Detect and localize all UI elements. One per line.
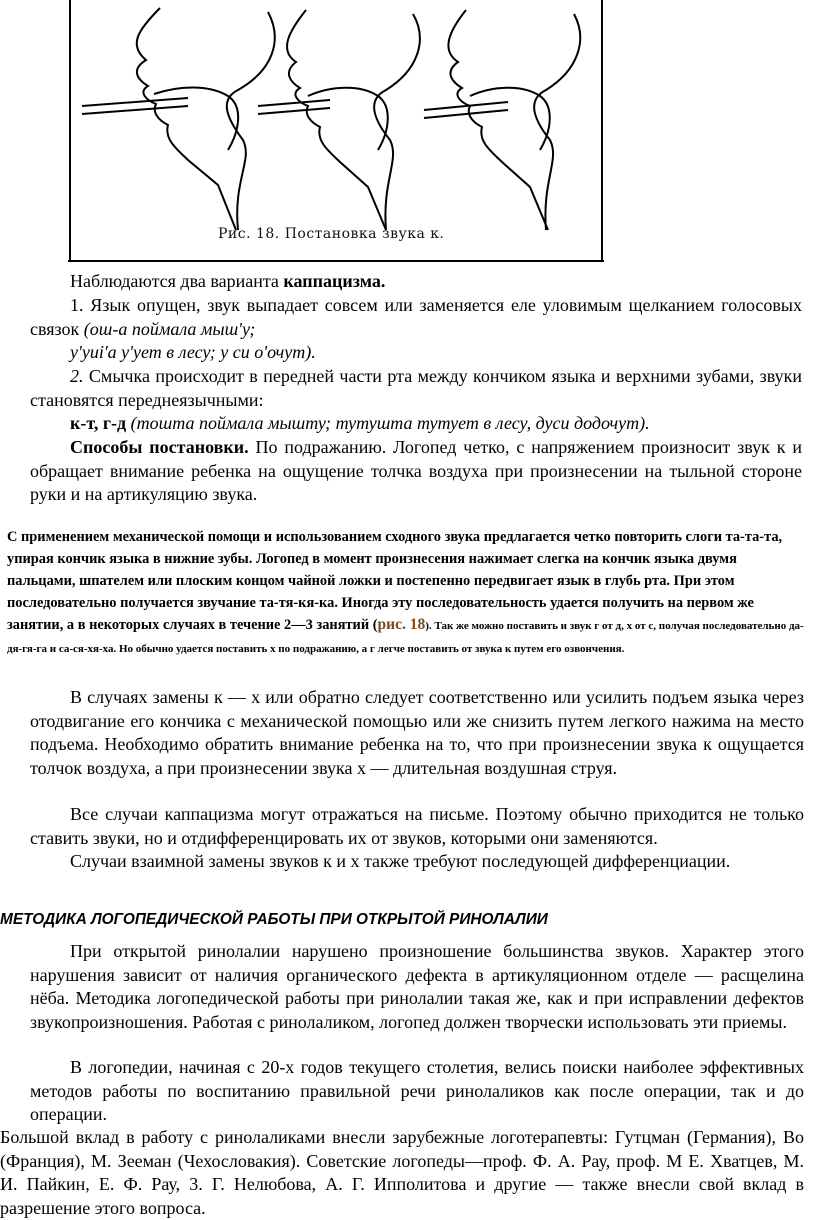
p6-term: Способы постановки. [70, 437, 249, 457]
p1-term: каппацизма. [283, 271, 386, 291]
p12-text: В логопедии, начиная с 20-х годов текущего столетия, велись поиски наиболее эффективных методов работы по воспитанию правильной речи ринолаликов как после операции, так и до операции. [30, 1057, 804, 1124]
p7-text: С применением механической помощи и использованием сходного звука предлагается четко повторить слоги та-та-та, упирая кончик языка в нижние зубы. Логопед в момент произнесения нажимает слегка на кончик языка двумя пальцами, шпателем или плоским концом чайной ложки и постепенно передвигает язык в глубь рта. При этом последовательно получается звучание та-тя-кя-ка. Иногда эту последовательность удается получить на первом же занятии, а в некоторых случаях в течение 2—3 занятий ( [7, 529, 783, 633]
paragraph-history [30, 1056, 804, 1127]
p2-example: (ош-а поймала мыш'у; [83, 318, 256, 339]
p3-example: у'уиі'а у'ует в лесу; у си о'очут). [70, 342, 316, 362]
p4-number: 2. [70, 366, 84, 386]
paragraph-rhinolalia [30, 940, 804, 1034]
paragraph-variant-2 [30, 365, 802, 412]
p7-tail: ). Так же можно поставить и звук г от д, х от с, получая последовательно да-дя-гя-га и са-ся-хя-ха. Но обычно удается поставить х по подражанию, а г легче поставить от звука к путем его озвончения. [7, 620, 804, 655]
profile-1 [82, 8, 275, 230]
p13-text: Большой вклад в работу с ринолаликами внесли зарубежные логотерапевты: Гутцман (Германия), Во (Франция), М. Зееман (Чехословакия). Советские логопеды—проф. Ф. А. Рау, проф. М Е. Хватцев, М. И. Пайкин, Е. Ф. Рау, 3. Г. Нелюбова, А. Г. Ипполитова и другие — также внесли свой вклад в разрешение этого вопроса. [0, 1127, 804, 1218]
section-heading: МЕТОДИКА ЛОГОПЕДИЧЕСКОЙ РАБОТЫ ПРИ ОТКРЫТОЙ РИНОЛАЛИИ [0, 911, 548, 928]
profile-2 [258, 10, 420, 230]
paragraph-contributors [0, 1126, 804, 1220]
p6-text: По подражанию. Логопед четко, с напряжением произносит звук к и обращает внимание ребенка на ощущение толчка воздуха при произнесении на тыльной стороне руки и на артикуляцию звука. [30, 437, 802, 504]
paragraph-variant-1 [30, 294, 802, 341]
paragraph-writing [30, 803, 804, 850]
paragraph-kappacism-variants [30, 270, 802, 294]
paragraph-differentiation [30, 850, 804, 874]
figure-k-sound-placement [68, 0, 604, 262]
p5-example: (тошта поймала мышту; тутушта тутует в лесу, дуси додочут). [126, 413, 650, 433]
paragraph-methods [30, 436, 802, 507]
profile-3 [424, 10, 580, 230]
articulation-illustration [68, 0, 604, 262]
paragraph-mechanical-help [7, 526, 807, 660]
p9-text: Все случаи каппацизма могут отражаться на письме. Поэтому обычно приходится не только ставить звуки, но и отдифференцировать их от звуков, которыми они заменяются. [30, 804, 804, 848]
paragraph-k-h-replacement [30, 686, 804, 780]
p5-term: к-т, г-д [70, 413, 127, 433]
figure-link[interactable]: рис. 18 [377, 616, 426, 633]
figure-caption: Рис. 18. Постановка звука к. [218, 226, 445, 242]
p1-text: Наблюдаются два варианта [70, 271, 284, 291]
p8-text: В случаях замены к — х или обратно следует соответственно или усилить подъем языка через отодвигание его кончика с механической помощью или же снизить путем легкого нажима на место подъема. Необходимо обратить внимание ребенка на то, что при произнесении звука к ощущается толчок воздуха, а при произнесении звука х — длительная воздушная струя. [30, 687, 804, 778]
p2-text: 1. Язык опущен, звук выпадает совсем или заменяется еле уловимым щелканием голосовых связок [30, 295, 802, 339]
paragraph-variant-2-example [70, 412, 802, 436]
paragraph-variant-1-example [70, 341, 802, 365]
p4-text: Смычка происходит в передней части рта между кончиком языка и верхними зубами, звуки становятся переднеязычными: [30, 366, 802, 410]
p11-text: При открытой ринолалии нарушено произношение большинства звуков. Характер этого нарушения зависит от наличия органического дефекта в артикуляционном отделе — расщелина нёба. Методика логопедической работы при ринолалии такая же, как и при исправлении дефектов звукопроизношения. Работая с ринолаликом, логопед должен творчески использовать эти приемы. [30, 941, 804, 1032]
p10-text: Случаи взаимной замены звуков к и х также требуют последующей дифференциации. [70, 851, 731, 871]
